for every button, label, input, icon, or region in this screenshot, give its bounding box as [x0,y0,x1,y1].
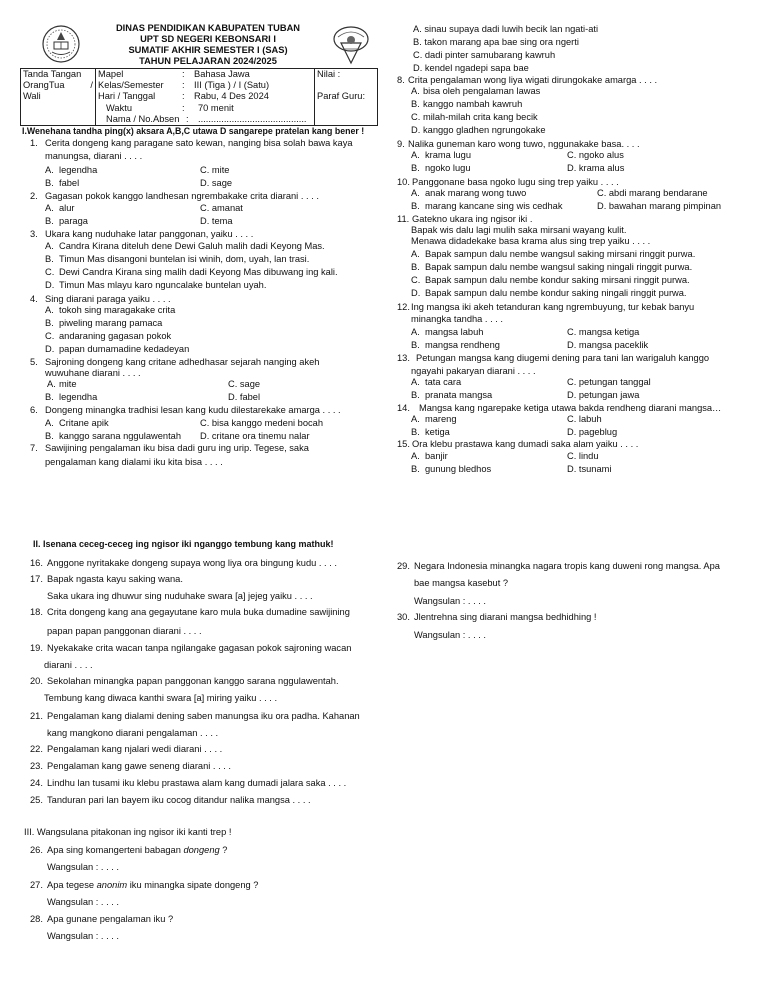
tuban-regency-seal-icon [330,23,372,67]
score-label: Nilai : [317,69,341,79]
q-text [47,880,258,891]
opt-c: C. petungan tanggal [567,377,651,387]
header-title-3: SUMATIF AKHIR SEMESTER I (SAS) [128,45,288,55]
colon: : [186,113,189,124]
date-value: Rabu, 4 Des 2024 [194,91,269,102]
opt-d: kanggo gladhen ngrungokake [423,125,546,135]
q-number: 14. [397,403,410,413]
answer-line: Wangsulan : . . . . [414,630,486,640]
q-text: pengalaman kang dialami iku kita bisa . . . . [45,457,223,467]
q-number: 15. [397,439,410,449]
opt-b: gunung bledhos [425,464,492,474]
opt-letter: C. [411,275,421,285]
q-text [47,845,227,856]
opt-a: alur [59,203,75,213]
q-text: Bapak ngasta kayu saking wana. [47,574,183,584]
q-text: Ukara kang nuduhake latar panggonan, yaiku . . . . [45,229,254,239]
opt-letter: B. [411,262,420,272]
q-text: Ora klebu prastawa kang dumadi saka alam yaiku . . . . [412,439,639,449]
q-number: 10. [397,177,410,187]
opt-letter: B. [411,163,420,173]
q-text: Cerita dongeng kang paragane sato kewan, nanging bisa solah bawa kaya [45,138,353,148]
opt-d: Timun Mas mlayu karo nguncalake buntelan uyah. [59,280,267,290]
q-text: Lindhu lan tusami iku klebu prastawa alam kang dumadi jalara saka . . . . [47,778,347,788]
opt-letter: B. [45,431,54,441]
opt-letter: B. [45,254,54,264]
opt-letter: D. [45,280,55,290]
answer-line: Wangsulan : . . . . [47,862,119,872]
q-text: Saka ukara ing dhuwur sing nuduhake swara [a] jejeg yaiku . . . . [47,591,313,601]
q-number: 12. [397,302,410,312]
opt-letter: A. [45,203,54,213]
header-title-2: UPT SD NEGERI KEBONSARI I [140,34,276,44]
opt-a: A. sinau supaya dadi luwih becik lan ngati-ati [413,24,599,34]
q-number: 9. [397,139,405,149]
opt-b: marang kancane sing wis cedhak [425,201,563,211]
opt-b: ketiga [425,427,450,437]
q-text: Crita pengalaman wong liya wigati dirungokake amarga . . . . [408,75,658,85]
opt-a: Critane apik [59,418,109,428]
colon: : [182,80,185,91]
q-number: 19. [30,643,43,653]
opt-a: legendha [59,165,98,175]
q-text: Tembung kang diwaca kanthi swara [a] miring yaiku . . . . [44,693,278,703]
opt-c: andaraning gagasan pokok [59,331,172,341]
opt-d: D. sage [200,178,233,188]
q-number: 22. [30,744,43,754]
q-text: Sekolahan minangka papan panggonan kanggo sarana nggulawentah. [47,676,339,686]
q-text: wuwuhane diarani . . . . [45,368,141,378]
opt-c: C. ngoko alus [567,150,624,160]
q-text-part: ? [222,845,228,855]
opt-letter: B. [45,216,54,226]
q-text: Panggonane basa ngoko lugu sing trep yaiku . . . . [412,177,619,187]
opt-c: C. amanat [200,203,243,213]
name-value: .......................................... [198,113,307,124]
opt-a: anak marang wong tuwo [425,188,527,198]
section-3-title: III. Wangsulana pitakonan ing ngisor iki kanti trep ! [24,827,232,837]
opt-d: papan dumamadine kedadeyan [59,344,190,354]
q-text: Gagasan pokok kanggo landhesan ngrembakake crita diarani . . . . [45,191,319,201]
opt-letter: B. [411,340,420,350]
parent-label: OrangTua [23,80,65,91]
opt-b: B. takon marang apa bae sing ora ngerti [413,37,579,47]
opt-d: Bapak sampun dalu nembe kondur saking ningali ringgit purwa. [425,288,687,298]
opt-letter: B. [45,178,54,188]
opt-b: kanggo nambah kawruh [423,99,523,109]
answer-line: Wangsulan : . . . . [47,897,119,907]
opt-letter: A. [411,150,420,160]
q-text: Mangsa kang ngarepake ketiga utawa bakda rendheng diarani mangsa… [419,403,722,413]
time-value: 70 menit [198,102,234,113]
q-number: 27. [30,880,43,890]
opt-a: Bapak sampun dalu nembe wangsul saking mirsani ringgit purwa. [425,249,696,259]
opt-c: C. abdi marang bendarane [597,188,708,198]
opt-letter: A. [411,327,420,337]
q-number: 16. [30,558,43,568]
opt-letter: A. [45,241,54,251]
opt-a: tata cara [425,377,462,387]
opt-c: Bapak sampun dalu nembe kondur saking mirsani ringgit purwa. [425,275,690,285]
q-number: 6. [30,405,38,415]
q-number: 11. [397,214,410,224]
opt-letter: B. [45,318,54,328]
q-number: 17. [30,574,43,584]
opt-d: D. kendel ngadepi sapa bae [413,63,529,73]
identity-table [20,68,378,126]
education-emblem-icon [38,24,84,64]
opt-c: C. lindu [567,451,599,461]
opt-letter: A. [411,249,420,259]
q-text-part: Apa sing komangerteni babagan [47,845,181,855]
q-text: Sajroning dongeng kang critane adhedhasar sejarah nanging akeh [45,357,320,367]
subject-value: Bahasa Jawa [194,69,250,79]
grade-cell [315,69,378,126]
opt-a: mangsa labuh [425,327,484,337]
opt-letter: B. [411,464,420,474]
time-label: Waktu [106,102,133,113]
opt-b: ngoko lugu [425,163,471,173]
opt-letter: D. [411,125,421,135]
name-label: Nama / No.Absen [106,113,180,124]
q-number: 1. [30,138,38,148]
q-text: diarani . . . . [44,660,93,670]
q-text: Ing mangsa iki akeh tetanduran kang ngrembuyung, tur kebak banyu [411,302,695,312]
q-text: minangka tandha . . . . [411,314,503,324]
q-number: 5. [30,357,38,367]
colon: : [182,69,185,79]
opt-letter: A. [45,418,54,428]
opt-letter: A. [45,165,54,175]
q-number: 3. [30,229,38,239]
opt-b: Timun Mas disangoni buntelan isi winih, dom, uyah, lan trasi. [59,254,310,264]
opt-letter: A. [411,86,420,96]
opt-b: Bapak sampun dalu nembe wangsul saking ningali ringgit purwa. [425,262,693,272]
answer-line: Wangsulan : . . . . [414,596,486,606]
q-number: 24. [30,778,43,788]
q-text: Petungan mangsa kang diugemi dening para tani lan warigaluh kanggo [416,353,710,363]
opt-d: D. critane ora tinemu nalar [200,431,310,441]
opt-d: D. mangsa paceklik [567,340,649,350]
signature-label: Tanda Tangan [23,69,82,79]
q-text: Dongeng minangka tradhisi lesan kang kudu dilestarekake amarga . . . . [45,405,341,415]
q-italic-term: dongeng [183,845,220,855]
class-value: III (Tiga ) / I (Satu) [194,80,270,91]
opt-letter: B. [411,427,420,437]
opt-d: D. fabel [228,392,261,402]
q-number: 26. [30,845,43,855]
q-text: Menawa didadekake basa krama alus sing trep yaiku . . . . [411,236,651,246]
opt-letter: B. [45,392,54,402]
q-number: 18. [30,607,43,617]
q-number: 4. [30,294,38,304]
q-text: Apa gunane pengalaman iku ? [47,914,174,924]
opt-c: milah-milah crita kang becik [423,112,538,122]
q-number: 28. [30,914,43,924]
q-number: 20. [30,676,43,686]
q-text: manungsa, diarani . . . . [45,151,143,161]
opt-b: legendha [59,392,98,402]
opt-a: mite [59,379,77,389]
colon: : [182,91,185,102]
opt-letter: B. [411,201,420,211]
signature-cell [21,69,96,126]
opt-c: C. dadi pinter samubarang kawruh [413,50,556,60]
opt-letter: A. [411,414,420,424]
q-number: 7. [30,443,38,453]
q-text: kang mangkono diarani pengalaman . . . . [47,728,219,738]
q-text-part: Apa tegese [47,880,95,890]
section-1-instruction: I.Wenehana tandha ping(x) aksara A,B,C utawa D sangarepe pratelan kang bener ! [22,126,365,136]
date-label: Hari / Tanggal [98,91,156,102]
q-number: 23. [30,761,43,771]
opt-letter: A. [47,379,56,389]
opt-c: C. bisa kanggo medeni bocah [200,418,324,428]
q-text-part: iku minangka sipate dongeng ? [129,880,259,890]
opt-c: Dewi Candra Kirana sing malih dadi Keyong Mas dibuwang ing kali. [59,267,338,277]
opt-letter: A. [45,305,54,315]
opt-c: C. mite [200,165,230,175]
q-text: Negara Indonesia minangka nagara tropis kang duweni rong mangsa. Apa [414,561,720,571]
q-text: Pengalaman kang njalari wedi diarani . . . . [47,744,223,754]
opt-d: D. tema [200,216,233,226]
q-italic-term: anonim [96,880,128,890]
q-text: Bapak wis dalu lagi mulih saka mirsani wayang kulit. [411,225,627,235]
q-text: bae mangsa kasebut ? [414,578,509,588]
opt-letter: C. [411,112,421,122]
opt-letter: C. [45,267,55,277]
opt-d: D. pageblug [567,427,618,437]
opt-c: C. labuh [567,414,602,424]
opt-a: krama lugu [425,150,471,160]
slash-label: / [90,80,93,91]
q-number: 21. [30,711,43,721]
opt-a: bisa oleh pengalaman lawas [423,86,541,96]
exam-info-cell [96,69,315,126]
q-number: 13. [397,353,410,363]
q-number: 30. [397,612,410,622]
opt-letter: A. [411,451,420,461]
q-number: 25. [30,795,43,805]
opt-d: D. petungan jawa [567,390,640,400]
opt-c: C. sage [228,379,261,389]
guardian-label: Wali [23,91,41,102]
q-text: papan papan panggonan diarani . . . . [47,626,202,636]
opt-letter: B. [411,99,420,109]
header-title-1: DINAS PENDIDIKAN KABUPATEN TUBAN [115,23,301,33]
opt-c: C. mangsa ketiga [567,327,640,337]
opt-b: mangsa rendheng [425,340,500,350]
opt-a: banjir [425,451,448,461]
header-title-4: TAHUN PELAJARAN 2024/2025 [139,56,277,66]
teacher-sign-label: Paraf Guru: [317,91,366,102]
opt-a: mareng [425,414,457,424]
subject-label: Mapel [98,69,124,79]
opt-b: paraga [59,216,88,226]
q-text: Tanduran pari lan bayem iku cocog ditandur nalika mangsa . . . . [47,795,311,805]
q-text: Nyekakake crita wacan tanpa ngilangake gagasan pokok sajroning wacan [47,643,352,653]
opt-letter: D. [411,288,421,298]
opt-d: D. bawahan marang pimpinan [597,201,722,211]
q-number: 8. [397,75,405,85]
opt-letter: C. [45,331,55,341]
q-text: Pengalaman kang dialami dening saben manungsa iku ora padha. Kahanan [47,711,360,721]
q-number: 29. [397,561,410,571]
opt-d: D. krama alus [567,163,625,173]
opt-b: fabel [59,178,80,188]
opt-letter: D. [45,344,55,354]
q-number: 2. [30,191,38,201]
opt-d: D. tsunami [567,464,612,474]
q-text: Pengalaman kang gawe seneng diarani . . . . [47,761,231,771]
q-text: Crita dongeng kang ana gegayutane karo mula buka dumadine sawijining [47,607,350,617]
opt-a: tokoh sing maragakake crita [59,305,176,315]
q-text: ngayahi pakaryan diarani . . . . [411,366,536,376]
q-text: Sing diarani paraga yaiku . . . . [45,294,171,304]
opt-letter: B. [411,390,420,400]
opt-b: piweling marang pamaca [59,318,163,328]
q-text: Nalika guneman karo wong tuwo, nggunakake basa. . . . [408,139,640,149]
opt-letter: A. [411,188,420,198]
answer-line: Wangsulan : . . . . [47,931,119,941]
q-text: Sawijining pengalaman iku bisa dadi guru ing urip. Tegese, saka [45,443,309,453]
section-2-title: II. Isenana ceceg-ceceg ing ngisor iki nganggo tembung kang mathuk! [33,539,334,549]
q-text: Anggone nyritakake dongeng supaya wong liya ora bingung kudu . . . . [47,558,337,568]
q-text: Gatekno ukara ing ngisor iki . [412,214,533,224]
colon: : [182,102,185,113]
class-label: Kelas/Semester [98,80,164,91]
q-text: Jlentrehna sing diarani mangsa bedhidhing ! [414,612,597,622]
opt-a: Candra Kirana diteluh dene Dewi Galuh malih dadi Keyong Mas. [59,241,325,251]
opt-letter: A. [411,377,420,387]
opt-b: pranata mangsa [425,390,493,400]
opt-b: kanggo sarana nggulawentah [59,431,181,441]
